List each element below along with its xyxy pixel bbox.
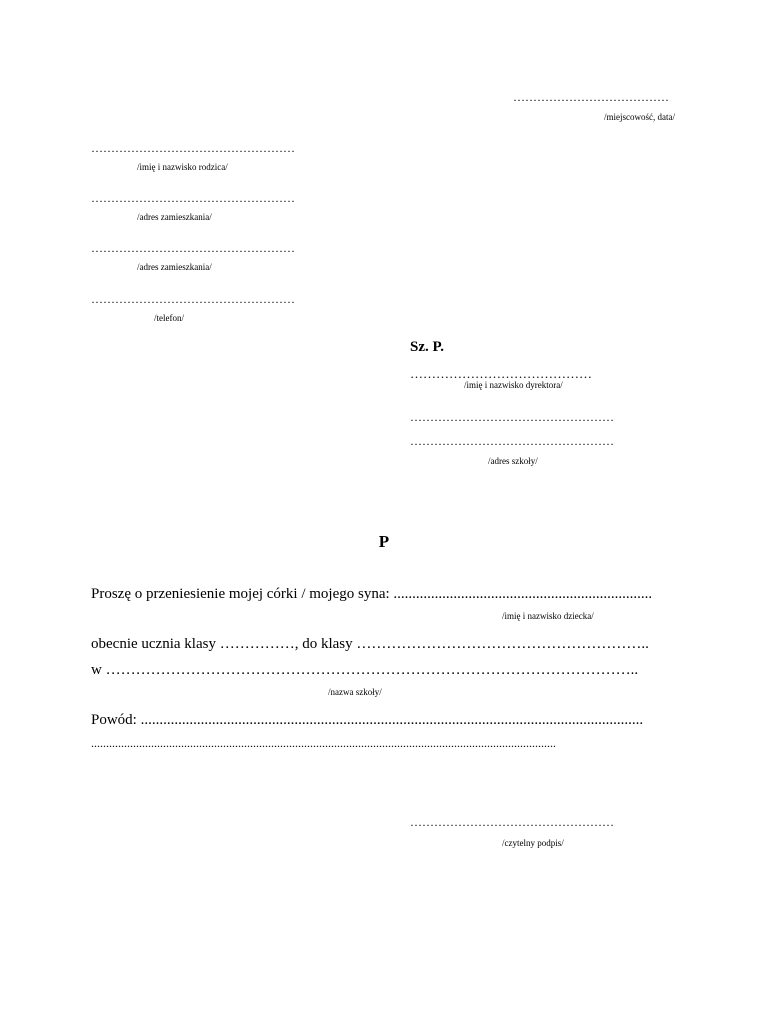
reason-continuation-line: ...........................................................................................................................................................	[91, 736, 556, 750]
signature-caption: /czytelny podpis/	[502, 838, 564, 848]
parent-name-line: ……………………………………………	[91, 141, 295, 155]
school-address-line-1: ……………………………………………	[410, 410, 614, 424]
document-title: P	[378, 532, 390, 551]
school-address-line-2: ……………………………………………	[410, 434, 614, 448]
director-name-line: ……………………………………	[410, 366, 592, 381]
director-name-caption: /imię i nazwisko dyrektora/	[464, 380, 563, 390]
child-name-caption: /imię i nazwisko dziecka/	[502, 611, 594, 621]
school-line: w ……………………………………………………………………………………………..	[91, 662, 639, 678]
address-line-1: ……………………………………………	[91, 191, 295, 205]
address-caption-1: /adres zamieszkania/	[137, 212, 212, 222]
salutation: Sz. P.	[410, 339, 445, 355]
school-name-caption: /nazwa szkoły/	[328, 687, 382, 697]
reason-line: Powód: ......................................................................................................................................	[91, 712, 644, 728]
address-line-2: ……………………………………………	[91, 241, 295, 255]
class-line: obecnie ucznia klasy ……………, do klasy …………………………………………………..	[91, 636, 649, 652]
school-address-caption: /adres szkoły/	[488, 456, 538, 466]
parent-name-caption: /imię i nazwisko rodzica/	[137, 162, 228, 172]
place-date-line: …………………………………	[513, 90, 669, 104]
signature-line: ……………………………………………	[410, 815, 614, 829]
place-date-caption: /miejscowość, data/	[604, 112, 675, 122]
phone-caption: /telefon/	[154, 313, 184, 323]
phone-line: ……………………………………………	[91, 292, 295, 306]
address-caption-2: /adres zamieszkania/	[137, 262, 212, 272]
request-line: Proszę o przeniesienie mojej córki / mojego syna: .....................................................................	[91, 586, 653, 602]
